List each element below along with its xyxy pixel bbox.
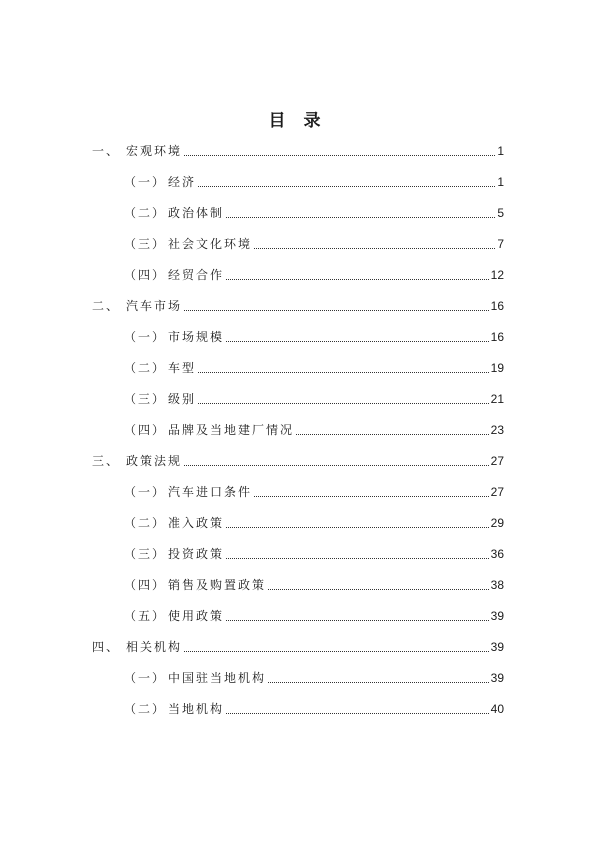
toc-entry-label: 相关机构	[126, 640, 183, 654]
dot-leader	[198, 403, 489, 404]
dot-leader	[226, 279, 489, 280]
toc-title: 目 录	[268, 111, 327, 131]
dot-leader	[226, 527, 489, 528]
toc-entry-label: 中国驻当地机构	[168, 671, 267, 685]
toc-entry-page-number: 23	[490, 423, 504, 437]
toc-entry-label: 当地机构	[168, 702, 225, 716]
dot-leader	[198, 372, 489, 373]
dot-leader	[184, 465, 489, 466]
toc-entry[interactable]	[124, 390, 504, 408]
toc-entry[interactable]	[92, 142, 504, 160]
toc-entry-page-number: 19	[490, 361, 504, 375]
toc-entry-number: （三）	[124, 547, 167, 561]
dot-leader	[254, 248, 495, 249]
toc-entry[interactable]	[124, 266, 504, 284]
toc-entry-number: （一）	[124, 175, 167, 189]
toc-entry-page-number: 40	[490, 702, 504, 716]
toc-entry-label: 经贸合作	[168, 268, 225, 282]
toc-entry-label: 政策法规	[126, 454, 183, 468]
dot-leader	[226, 558, 489, 559]
toc-entry-number: 二、	[92, 299, 121, 313]
toc-entry-page-number: 16	[490, 299, 504, 313]
dot-leader	[226, 217, 495, 218]
dot-leader	[268, 682, 489, 683]
toc-entry-number: （五）	[124, 609, 167, 623]
toc-entry-label: 准入政策	[168, 516, 225, 530]
toc-entry-label: 级别	[168, 392, 197, 406]
toc-entry-number: （四）	[124, 423, 167, 437]
toc-entry-page-number: 21	[490, 392, 504, 406]
toc-entry[interactable]	[92, 638, 504, 656]
toc-entry-label: 销售及购置政策	[168, 578, 267, 592]
toc-entry-number: （二）	[124, 361, 167, 375]
toc-entry-label: 市场规模	[168, 330, 225, 344]
toc-entry[interactable]	[124, 514, 504, 532]
toc-entry-number: 三、	[92, 454, 121, 468]
toc-entry-page-number: 7	[497, 237, 504, 251]
toc-entry[interactable]	[124, 576, 504, 594]
toc-entry[interactable]	[124, 700, 504, 718]
toc-entry-page-number: 29	[490, 516, 504, 530]
dot-leader	[184, 310, 489, 311]
toc-entry[interactable]	[92, 452, 504, 470]
toc-entry-number: （三）	[124, 237, 167, 251]
toc-entry-page-number: 39	[490, 609, 504, 623]
toc-entry-page-number: 1	[497, 175, 504, 189]
toc-entry-label: 经济	[168, 175, 197, 189]
toc-entry-page-number: 1	[497, 144, 504, 158]
toc-entry-number: （三）	[124, 392, 167, 406]
toc-entry[interactable]	[124, 359, 504, 377]
toc-entry-label: 投资政策	[168, 547, 225, 561]
toc-entry-page-number: 27	[490, 485, 504, 499]
toc-entry[interactable]	[124, 607, 504, 625]
toc-entry-number: （一）	[124, 485, 167, 499]
toc-entry[interactable]	[124, 235, 504, 253]
toc-entry[interactable]	[124, 669, 504, 687]
toc-entry-page-number: 16	[490, 330, 504, 344]
toc-entry-label: 汽车市场	[126, 299, 183, 313]
toc-entry-label: 政治体制	[168, 206, 225, 220]
toc-entry-number: （二）	[124, 516, 167, 530]
dot-leader	[226, 620, 489, 621]
toc-entry-page-number: 38	[490, 578, 504, 592]
toc-entry-page-number: 39	[490, 671, 504, 685]
dot-leader	[184, 651, 489, 652]
dot-leader	[268, 589, 489, 590]
toc-entry-label: 汽车进口条件	[168, 485, 253, 499]
toc-entry[interactable]	[124, 421, 504, 439]
toc-entry-label: 使用政策	[168, 609, 225, 623]
toc-entry-label: 宏观环境	[126, 144, 183, 158]
toc-entry-page-number: 39	[490, 640, 504, 654]
toc-entry[interactable]	[124, 545, 504, 563]
toc-entry-label: 社会文化环境	[168, 237, 253, 251]
toc-entry-number: （一）	[124, 671, 167, 685]
toc-entry[interactable]	[124, 173, 504, 191]
toc-entry[interactable]	[92, 297, 504, 315]
toc-entry-number: （一）	[124, 330, 167, 344]
dot-leader	[226, 341, 489, 342]
toc-entry-page-number: 27	[490, 454, 504, 468]
toc-entry-number: 四、	[92, 640, 121, 654]
toc-entry-number: （四）	[124, 268, 167, 282]
toc-entry-page-number: 5	[497, 206, 504, 220]
toc-entry[interactable]	[124, 204, 504, 222]
toc-entry[interactable]	[124, 483, 504, 501]
dot-leader	[254, 496, 489, 497]
toc-entry-label: 品牌及当地建厂情况	[168, 423, 295, 437]
toc-entry-page-number: 12	[490, 268, 504, 282]
toc-entry-number: 一、	[92, 144, 121, 158]
toc-entry-number: （四）	[124, 578, 167, 592]
dot-leader	[198, 186, 495, 187]
toc-entry-label: 车型	[168, 361, 197, 375]
toc-entry-number: （二）	[124, 702, 167, 716]
dot-leader	[226, 713, 489, 714]
dot-leader	[184, 155, 495, 156]
toc-entry-number: （二）	[124, 206, 167, 220]
toc-entry[interactable]	[124, 328, 504, 346]
toc-entry-page-number: 36	[490, 547, 504, 561]
dot-leader	[296, 434, 489, 435]
